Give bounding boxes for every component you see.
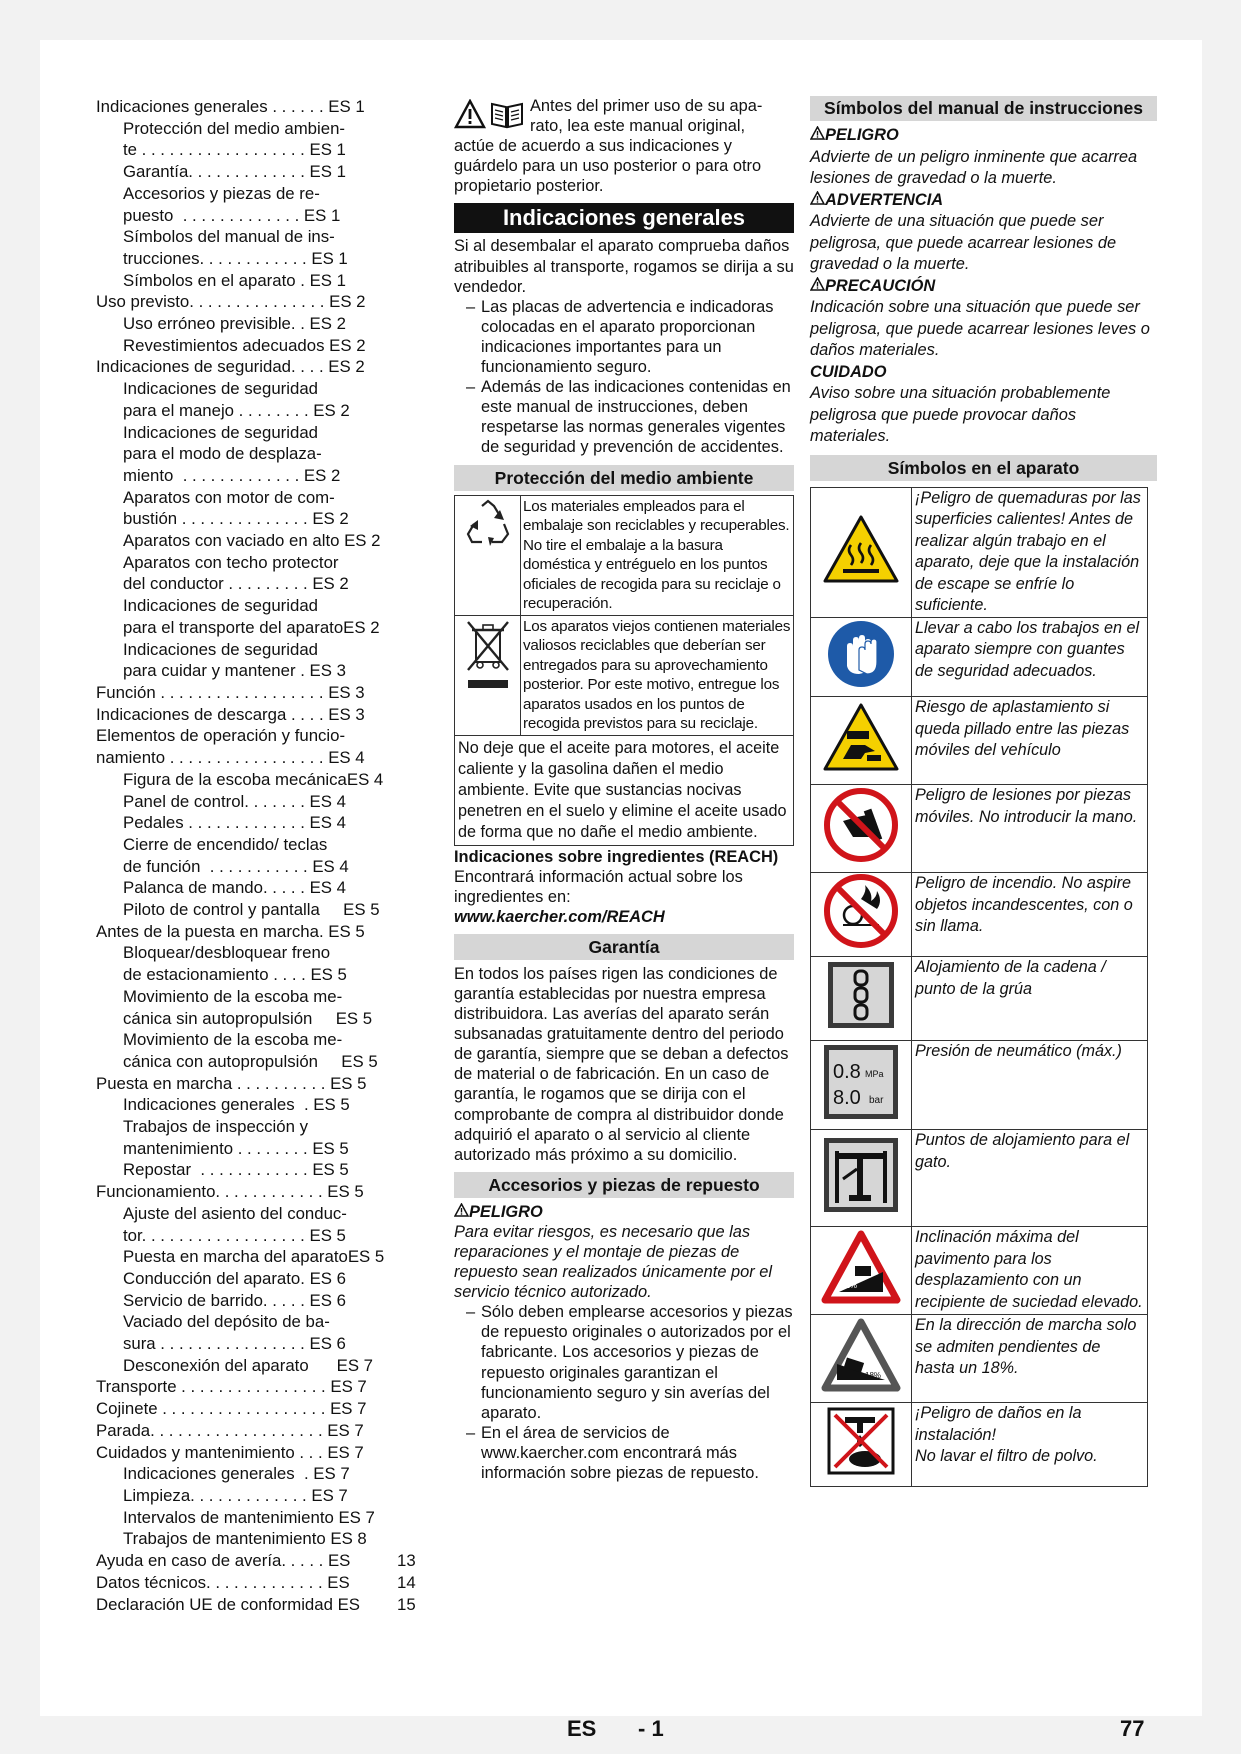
- slope-label: 12%: [841, 1281, 858, 1291]
- footer-page-short: - 1: [638, 1716, 664, 1741]
- toc-entry-text: para el manejo . . . . . . . . ES 2: [123, 400, 350, 420]
- toc-entry[interactable]: [96, 1376, 416, 1398]
- toc-entry-text: Revestimientos adecuados ES 2: [123, 335, 366, 355]
- pressure-bar: 8.0: [833, 1086, 861, 1109]
- device-symbols-table: [810, 487, 1148, 1487]
- toc-entry[interactable]: [96, 791, 416, 813]
- toc-entry-text: puesto . . . . . . . . . . . . . ES 1: [123, 205, 341, 225]
- heading-general: Indicaciones generales: [454, 203, 794, 233]
- warranty-text: En todos los países rigen las condiciones de garantía establecidas por nuestra empresa distribuidora. Las averías del aparato serán subsanadas gratuitamente dentro del periodo de garantía, siempre que se deban a defectos de material o de fabricación. En un caso de garantía, le rogamos que se dirija con el comprobante de compra al distribuidor donde adquirió el aparato o al servicio al cliente autorizado más próximo a su domicilio.: [454, 964, 789, 1164]
- column-symbols: [810, 96, 1157, 1487]
- toc-entry-text: Uso previsto. . . . . . . . . . . . . . . ES 2: [96, 292, 366, 312]
- device-symbol-row: [811, 1403, 1148, 1487]
- toc-entry-text: Transporte . . . . . . . . . . . . . . . . ES 7: [96, 1377, 367, 1397]
- manual-book-icon: [490, 99, 524, 129]
- general-paragraph: Si al desembalar el aparato comprueba daños atribuibles al transporte, rogamos se dirija a su vendedor.: [454, 237, 794, 296]
- toc-entry-text: Indicaciones de descarga . . . . ES 3: [96, 704, 365, 724]
- toc-entry-text: Indicaciones de seguridad: [123, 379, 318, 399]
- hazard-level-description: Indicación sobre una situación que puede ser peligrosa, que puede acarrear lesiones leves o daños materiales.: [810, 298, 1150, 359]
- toc-entry[interactable]: [96, 921, 416, 943]
- toc-entry[interactable]: [96, 508, 416, 530]
- heading-symbols-device: Símbolos en el aparato: [810, 455, 1157, 481]
- toc-entry-text: te . . . . . . . . . . . . . . . . . . ES 1: [123, 140, 346, 160]
- intro-line: guárdelo para un uso posterior o para otro: [454, 157, 762, 176]
- heading-symbols-manual: Símbolos del manual de instrucciones: [810, 96, 1157, 121]
- device-symbol-text: Puntos de alojamiento para el gato.: [912, 1130, 1148, 1227]
- toc-entry[interactable]: [96, 899, 416, 921]
- toc-entry[interactable]: [96, 682, 416, 704]
- toc-entry-text: Símbolos en el aparato . ES 1: [123, 270, 346, 290]
- toc-entry[interactable]: [96, 465, 416, 487]
- toc-entry[interactable]: [96, 1268, 416, 1290]
- toc-entry-text: Piloto de control y pantalla ES 5: [123, 900, 380, 920]
- tyre-pressure-icon: [811, 1041, 912, 1130]
- toc-entry-text: Aparatos con techo protector: [123, 552, 339, 572]
- recycle-text: Los materiales empleados para el embalaje son reciclables y recuperables. No tire el embalaje a la basura doméstica y entréguelo en los puntos oficiales de recogida para su reciclaje o recuperación.: [521, 495, 794, 615]
- device-symbol-row: [811, 1041, 1148, 1130]
- toc-entry-text: Limpieza. . . . . . . . . . . . . ES 7: [123, 1486, 348, 1505]
- toc-entry-text: Garantía. . . . . . . . . . . . . ES 1: [123, 162, 346, 182]
- toc-entry[interactable]: [96, 1420, 416, 1442]
- warning-label: PELIGRO: [469, 1202, 543, 1221]
- toc-entry-text: Función . . . . . . . . . . . . . . . . . . ES 3: [96, 682, 365, 702]
- max-slope-icon: [811, 1227, 912, 1315]
- toc-entry[interactable]: [96, 118, 416, 140]
- toc-entry-text: Cojinete . . . . . . . . . . . . . . . . . . ES 7: [96, 1399, 367, 1419]
- toc-entry-text: Pedales . . . . . . . . . . . . . ES 4: [123, 813, 346, 833]
- toc-entry-text: cánica sin autopropulsión ES 5: [123, 1008, 373, 1028]
- toc-entry[interactable]: [96, 1138, 416, 1160]
- chain-lift-point-icon: [811, 957, 912, 1041]
- intro-text-top: [530, 96, 762, 136]
- crossed-bin-icon: [460, 616, 516, 706]
- toc-entry[interactable]: [96, 1073, 416, 1095]
- hazard-level-name: PRECAUCIÓN: [825, 276, 936, 295]
- toc-entry[interactable]: [96, 769, 416, 791]
- heading-warranty: Garantía: [454, 934, 794, 960]
- toc-entry-text: Indicaciones de seguridad: [123, 596, 318, 616]
- hazard-level-name: PELIGRO: [825, 126, 899, 144]
- toc-page-number: 13: [397, 1551, 416, 1571]
- toc-entry-text: Elementos de operación y funcio-: [96, 726, 346, 746]
- toc-entry[interactable]: [96, 205, 416, 227]
- toc-entry-text: mantenimiento . . . . . . . . ES 5: [123, 1138, 349, 1158]
- device-symbol-row: [811, 1130, 1148, 1227]
- device-symbol-text: ¡Peligro de quemaduras por las superficies calientes! Antes de realizar algún trabajo en el aparato, deje que la instalación de escape se enfríe lo suficiente.: [912, 487, 1148, 617]
- toc-entry[interactable]: [96, 1550, 416, 1572]
- toc-entry-text: Parada. . . . . . . . . . . . . . . . . . . ES 7: [96, 1420, 364, 1440]
- accessories-bullet: – En el área de servicios de www.kaercher.com encontrará más información sobre piezas de repuesto.: [466, 1423, 759, 1483]
- toc-entry[interactable]: [96, 573, 416, 595]
- toc-entry[interactable]: [96, 1246, 416, 1268]
- toc-entry-text: Desconexión del aparato ES 7: [123, 1355, 374, 1375]
- device-symbol-text: En la dirección de marcha solo se admiten pendientes de hasta un 18%.: [912, 1315, 1148, 1403]
- hazard-level-description: Advierte de un peligro inminente que acarrea lesiones de gravedad o la muerte.: [810, 147, 1138, 187]
- toc-page-number: 15: [397, 1594, 416, 1614]
- toc-entry[interactable]: [96, 313, 416, 335]
- toc-entry-text: bustión . . . . . . . . . . . . . . ES 2: [123, 509, 349, 529]
- toc-entry[interactable]: [96, 356, 416, 378]
- device-symbol-row: [811, 957, 1148, 1041]
- toc-entry[interactable]: [96, 942, 416, 964]
- device-symbol-row: [811, 1315, 1148, 1403]
- device-symbol-text: Llevar a cabo los trabajos en el aparato siempre con guantes de seguridad adecuados.: [912, 617, 1148, 697]
- hazard-level-label: [810, 125, 1157, 147]
- toc-entry[interactable]: [96, 1159, 416, 1181]
- device-symbol-row: [811, 697, 1148, 785]
- toc-entry[interactable]: [96, 1029, 416, 1051]
- intro-line: rato, lea este manual original,: [530, 117, 746, 136]
- toc-entry-text: Datos técnicos. . . . . . . . . . . . . ES: [96, 1572, 350, 1592]
- toc-entry[interactable]: [96, 1594, 416, 1616]
- toc-entry-text: Uso erróneo previsible. . ES 2: [123, 314, 346, 334]
- toc-entry-text: Movimiento de la escoba me-: [123, 986, 343, 1006]
- accessories-bullet: – Sólo deben emplearse accesorios y piezas de repuesto originales o autorizados por el fabricante. Los accesorios y piezas de repuesto originales garantizan el funcionamiento seguro y sin averías del aparato.: [466, 1303, 793, 1422]
- toc-entry[interactable]: [96, 964, 416, 986]
- manual-page: [40, 40, 1202, 1741]
- jack-point-icon: [811, 1130, 912, 1227]
- crush-hazard-icon: [811, 697, 912, 785]
- toc-entry[interactable]: [96, 1398, 416, 1420]
- toc-entry[interactable]: [96, 639, 416, 661]
- toc-entry[interactable]: [96, 877, 416, 899]
- toc-entry-text: Trabajos de inspección y: [123, 1117, 309, 1137]
- toc-entry-text: Aparatos con motor de com-: [123, 487, 335, 507]
- toc-entry-text: Cuidados y mantenimiento . . . ES 7: [96, 1442, 364, 1462]
- toc-entry[interactable]: [96, 747, 416, 769]
- toc-entry[interactable]: [96, 660, 416, 682]
- intro-line: actúe de acuerdo a sus indicaciones y: [454, 137, 732, 156]
- hazard-level-label: [810, 190, 1157, 212]
- toc-entry-text: Panel de control. . . . . . . ES 4: [123, 791, 346, 811]
- toc-entry-text: Servicio de barrido. . . . . ES 6: [123, 1290, 346, 1310]
- toc-entry-text: Repostar . . . . . . . . . . . . ES 5: [123, 1160, 349, 1180]
- device-symbol-text: Riesgo de aplastamiento si queda pillado entre las piezas móviles del vehículo: [912, 697, 1148, 785]
- intro-icons: [454, 96, 524, 136]
- toc-entry[interactable]: [96, 704, 416, 726]
- device-symbol-row: [811, 1227, 1148, 1315]
- toc-entry-text: para el modo de desplaza-: [123, 444, 322, 464]
- bullet-text: Además de las indicaciones contenidas en este manual de instrucciones, deben respetarse las normas generales vigentes de seguridad y prevención de accidentes.: [481, 378, 791, 457]
- toc-entry-text: para el transporte del aparatoES 2: [123, 617, 380, 637]
- toc-entry[interactable]: [96, 400, 416, 422]
- warning-triangle-icon: [454, 99, 486, 129]
- toc-entry[interactable]: [96, 139, 416, 161]
- toc-entry-text: Aparatos con vaciado en alto ES 2: [123, 531, 381, 551]
- warning-triangle-icon: [810, 277, 825, 291]
- device-symbol-text: Alojamiento de la cadena / punto de la grúa: [912, 957, 1148, 1041]
- device-symbol-text: Presión de neumático (máx.): [912, 1041, 1148, 1130]
- toc-entry[interactable]: [96, 1116, 416, 1138]
- toc-entry[interactable]: [96, 1355, 416, 1377]
- toc-entry-text: Cierre de encendido/ teclas: [123, 834, 328, 854]
- toc-page-number: 14: [397, 1572, 416, 1592]
- toc-entry[interactable]: [96, 1225, 416, 1247]
- device-symbol-row: [811, 873, 1148, 957]
- toc-entry-text: Trabajos de mantenimiento ES 8: [123, 1529, 367, 1549]
- toc-entry[interactable]: [96, 291, 416, 313]
- toc-entry[interactable]: [96, 617, 416, 639]
- table-of-contents: [96, 96, 416, 1615]
- toc-entry[interactable]: [96, 1463, 416, 1485]
- toc-entry[interactable]: [96, 1528, 416, 1550]
- toc-entry-text: Indicaciones de seguridad: [123, 422, 318, 442]
- toc-entry[interactable]: [96, 487, 416, 509]
- device-symbol-text: Peligro de lesiones por piezas móviles. No introducir la mano.: [912, 785, 1148, 873]
- reach-text: Encontrará información actual sobre los ingredientes en:: [454, 867, 743, 906]
- toc-entry[interactable]: [96, 443, 416, 465]
- device-symbol-row: [811, 487, 1148, 617]
- no-hot-objects-icon: [811, 873, 912, 957]
- toc-entry-text: Movimiento de la escoba me-: [123, 1030, 343, 1050]
- environment-table: [454, 495, 794, 846]
- column-general: [454, 96, 794, 1483]
- general-bullet: – Las placas de advertencia e indicadoras colocadas en el aparato proporcionan indicaciones importantes para un funcionamiento seguro.: [466, 297, 774, 377]
- toc-entry[interactable]: [96, 834, 416, 856]
- device-symbol-text: ¡Peligro de daños en la instalación! No lavar el filtro de polvo.: [912, 1403, 1148, 1487]
- toc-entry[interactable]: [96, 856, 416, 878]
- toc-entry[interactable]: [96, 595, 416, 617]
- toc-entry[interactable]: [96, 986, 416, 1008]
- heading-environment: Protección del medio ambiente: [454, 465, 794, 491]
- pressure-mpa-unit: MPa: [865, 1068, 884, 1079]
- toc-entry[interactable]: [96, 1008, 416, 1030]
- toc-entry-text: Puesta en marcha . . . . . . . . . . ES 5: [96, 1073, 367, 1093]
- toc-entry[interactable]: [96, 96, 416, 118]
- heading-accessories: Accesorios y piezas de repuesto: [454, 1172, 794, 1198]
- intro-note: [454, 96, 794, 136]
- no-wash-filter-icon: [811, 1403, 912, 1487]
- toc-entry[interactable]: [96, 1507, 416, 1529]
- toc-entry-text: cánica con autopropulsión ES 5: [123, 1051, 378, 1071]
- bullet-text: Las placas de advertencia e indicadoras colocadas en el aparato proporcionan indicaciones importantes para un funcionamiento seguro.: [481, 297, 774, 377]
- toc-entry-text: Bloquear/desbloquear freno: [123, 943, 331, 963]
- intro-line: Antes del primer uso de su apa-: [530, 97, 763, 115]
- toc-entry[interactable]: [96, 1181, 416, 1203]
- footer-lang: ES: [567, 1716, 597, 1741]
- warning-triangle-icon: [810, 191, 825, 205]
- recycle-cell: [455, 495, 521, 615]
- toc-entry[interactable]: [96, 1311, 416, 1333]
- toc-entry-text: Símbolos del manual de ins-: [123, 227, 335, 247]
- toc-entry-text: tor. . . . . . . . . . . . . . . . . . ES 5: [123, 1225, 346, 1245]
- hot-surface-icon: [811, 487, 912, 617]
- toc-entry[interactable]: [96, 161, 416, 183]
- hazard-levels: [810, 125, 1157, 448]
- warning-triangle-icon: [810, 126, 825, 140]
- toc-entry[interactable]: [96, 270, 416, 292]
- toc-entry-text: Vaciado del depósito de ba-: [123, 1312, 330, 1332]
- toc-entry-text: Indicaciones generales . ES 5: [123, 1095, 350, 1115]
- reach-title: Indicaciones sobre ingredientes (REACH): [454, 847, 779, 866]
- bullet-text: Sólo deben emplearse accesorios y piezas de repuesto originales o autorizados por el fabricante. Los accesorios y piezas de repuesto originales garantizan el funcionamiento seguro y sin averías del aparato.: [481, 1303, 793, 1422]
- footer-page-number: 77: [1120, 1716, 1145, 1741]
- no-reach-in-icon: [811, 785, 912, 873]
- general-bullet: – Además de las indicaciones contenidas en este manual de instrucciones, deben respetarse las normas generales vigentes de seguridad y prevención de accidentes.: [466, 378, 791, 457]
- recycle-icon: [460, 496, 516, 552]
- toc-entry[interactable]: [96, 725, 416, 747]
- toc-entry-text: Ayuda en caso de avería. . . . . ES: [96, 1551, 351, 1571]
- toc-entry-text: Conducción del aparato. ES 6: [123, 1268, 346, 1288]
- toc-entry[interactable]: [96, 183, 416, 205]
- toc-entry-text: Puesta en marcha del aparatoES 5: [123, 1247, 385, 1267]
- toc-entry-text: Indicaciones de seguridad. . . . ES 2: [96, 357, 365, 377]
- toc-entry[interactable]: [96, 530, 416, 552]
- pressure-mpa: 0.8: [833, 1060, 861, 1083]
- toc-entry-text: Indicaciones generales . . . . . . ES 1: [96, 97, 365, 116]
- slope-label: 18%: [865, 1371, 882, 1381]
- toc-entry-text: namiento . . . . . . . . . . . . . . . . . ES 4: [96, 748, 365, 768]
- bullet-text: En el área de servicios de www.kaercher.com encontrará más información sobre piezas de repuesto.: [481, 1423, 759, 1483]
- hazard-level-label: [810, 362, 1157, 384]
- toc-entry-text: Accesorios y piezas de re-: [123, 183, 320, 203]
- accessories-warning-text: Para evitar riesgos, es necesario que las reparaciones y el montaje de piezas de repuesto sean realizados únicamente por el servicio técnico autorizado.: [454, 1222, 772, 1302]
- hazard-level-name: CUIDADO: [810, 362, 887, 381]
- intro-line: propietario posterior.: [454, 177, 604, 196]
- pressure-bar-unit: bar: [869, 1094, 884, 1106]
- toc-entry-text: Protección del medio ambien-: [123, 118, 345, 138]
- toc-entry-text: Indicaciones generales . ES 7: [123, 1464, 350, 1484]
- weee-text: Los aparatos viejos contienen materiales valiosos reciclables que deberían ser entregados para su aprovechamiento posterior. Por este motivo, entregue los aparatos usados en los puntos de recogida previstos para su reciclaje.: [521, 615, 794, 735]
- toc-entry-text: Antes de la puesta en marcha. ES 5: [96, 921, 365, 941]
- toc-entry[interactable]: [96, 1572, 416, 1594]
- toc-entry-text: miento . . . . . . . . . . . . . ES 2: [123, 465, 341, 485]
- hazard-level-description: Aviso sobre una situación probablemente peligrosa que puede provocar daños materiales.: [810, 384, 1111, 445]
- device-symbol-text: Peligro de incendio. No aspire objetos incandescentes, con o sin llama.: [912, 873, 1148, 957]
- toc-entry[interactable]: [96, 422, 416, 444]
- toc-entry-text: Intervalos de mantenimiento ES 7: [123, 1507, 375, 1527]
- toc-entry[interactable]: [96, 378, 416, 400]
- hazard-level-label: [810, 276, 1157, 298]
- warning-triangle-icon: [454, 1203, 469, 1217]
- toc-entry-text: Figura de la escoba mecánicaES 4: [123, 769, 384, 789]
- reach-link[interactable]: www.kaercher.com/REACH: [454, 907, 665, 926]
- toc-entry-text: trucciones. . . . . . . . . . . . ES 1: [123, 248, 348, 268]
- toc-entry[interactable]: [96, 335, 416, 357]
- toc-entry-text: de función . . . . . . . . . . . ES 4: [123, 856, 349, 876]
- hazard-level-name: ADVERTENCIA: [825, 190, 944, 209]
- toc-entry[interactable]: [96, 1094, 416, 1116]
- toc-entry-text: sura . . . . . . . . . . . . . . . . ES 6: [123, 1334, 346, 1354]
- toc-entry-text: para cuidar y mantener . ES 3: [123, 661, 346, 681]
- toc-entry-text: Palanca de mando. . . . . ES 4: [123, 878, 346, 898]
- toc-entry[interactable]: [96, 248, 416, 270]
- oil-text: No deje que el aceite para motores, el aceite caliente y la gasolina dañen el medio ambiente. Evite que sustancias nocivas penetren en el suelo y elimine el aceite usado de forma que no dañe el medio ambiente.: [455, 735, 794, 845]
- device-symbol-text: Inclinación máxima del pavimento para los desplazamiento con un recipiente de suciedad elevado.: [912, 1227, 1148, 1315]
- toc-entry-text: de estacionamiento . . . . ES 5: [123, 965, 347, 985]
- toc-entry-text: Indicaciones de seguridad: [123, 639, 318, 659]
- slope-travel-icon: [811, 1315, 912, 1403]
- toc-entry[interactable]: [96, 1442, 416, 1464]
- toc-entry[interactable]: [96, 1333, 416, 1355]
- toc-entry[interactable]: [96, 226, 416, 248]
- toc-entry-text: Declaración UE de conformidad ES: [96, 1594, 360, 1614]
- device-symbol-row: [811, 785, 1148, 873]
- toc-entry[interactable]: [96, 552, 416, 574]
- toc-entry[interactable]: [96, 1203, 416, 1225]
- gloves-icon: [811, 617, 912, 697]
- toc-entry-text: Ajuste del asiento del conduc-: [123, 1203, 347, 1223]
- toc-entry[interactable]: [96, 1485, 416, 1507]
- toc-entry-text: del conductor . . . . . . . . . ES 2: [123, 574, 349, 594]
- hazard-level-description: Advierte de una situación que puede ser peligrosa, que puede acarrear lesiones de gravedad o la muerte.: [810, 212, 1117, 273]
- accessories-warning: [454, 1202, 794, 1222]
- device-symbol-row: [811, 617, 1148, 697]
- weee-cell: [455, 615, 521, 735]
- toc-entry[interactable]: [96, 1051, 416, 1073]
- toc-entry-text: Funcionamiento. . . . . . . . . . . . ES 5: [96, 1182, 364, 1202]
- toc-entry[interactable]: [96, 812, 416, 834]
- toc-entry[interactable]: [96, 1290, 416, 1312]
